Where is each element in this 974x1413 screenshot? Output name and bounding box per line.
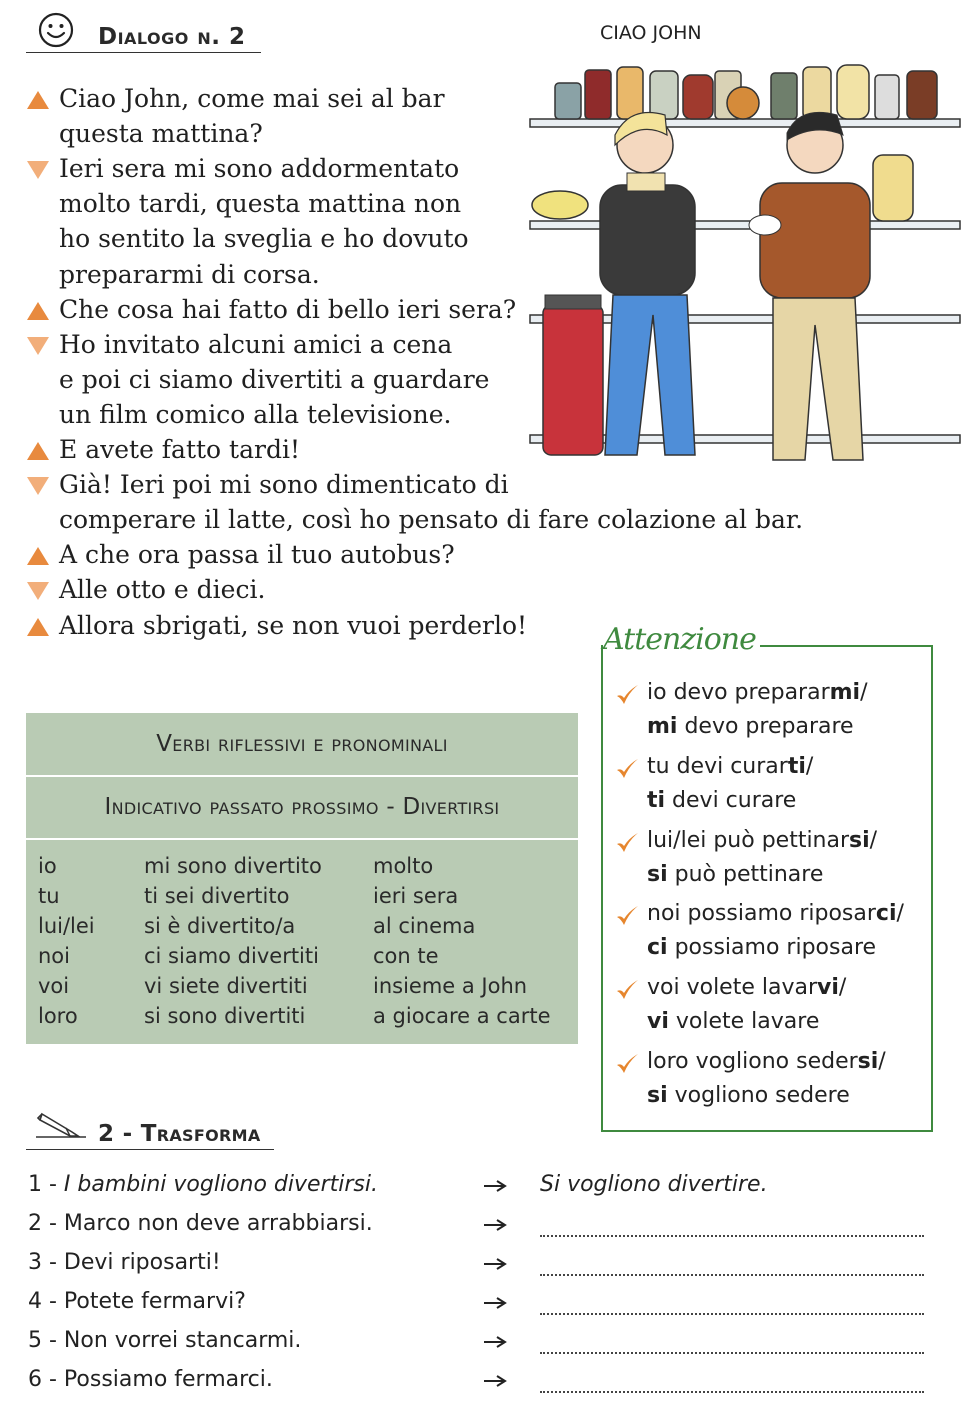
verb-table <box>26 713 578 1044</box>
attenzione-pronoun: mi <box>647 714 678 739</box>
dialogue-line: Alle otto e dieci. <box>59 575 266 605</box>
check-icon <box>615 979 639 1001</box>
exercise-question <box>28 1367 273 1392</box>
attenzione-box-top-border <box>750 645 931 647</box>
verb-complement: con te <box>373 944 439 968</box>
dialogue-line: prepararmi di corsa. <box>59 259 320 289</box>
check-icon <box>615 905 639 927</box>
verb-pronoun: noi <box>38 944 70 968</box>
dialogue-line: Ciao John, come mai sei al bar <box>59 84 445 113</box>
verb-pronoun: io <box>38 854 57 878</box>
answer-blank-line[interactable] <box>540 1274 924 1276</box>
attenzione-pronoun: mi <box>829 680 861 705</box>
exercise-number: 1 - <box>28 1172 64 1197</box>
speaker-a-triangle-icon <box>27 618 49 636</box>
attenzione-text: / <box>878 1049 886 1074</box>
answer-blank-line[interactable] <box>540 1391 924 1393</box>
attenzione-line <box>647 754 813 779</box>
dialogue-line: un film comico alla televisione. <box>59 399 452 429</box>
attenzione-pronoun: si <box>647 861 668 887</box>
attenzione-text: loro vogliono seder <box>647 1049 858 1074</box>
speaker-b-triangle-icon <box>27 582 49 600</box>
attenzione-pronoun: ci <box>875 901 897 927</box>
exercise-text: I bambini vogliono divertirsi. <box>63 1172 378 1197</box>
dialogue-line: Allora sbrigati, se non vuoi perderlo! <box>59 610 528 640</box>
attenzione-text: possiamo riposare <box>667 935 877 961</box>
attenzione-pronoun: ti <box>787 753 806 779</box>
exercise-title: 2 - Trasforma <box>98 1121 261 1147</box>
attenzione-pronoun: si <box>857 1049 879 1074</box>
check-icon <box>615 758 639 780</box>
verb-complement: insieme a John <box>373 974 528 998</box>
verb-form: ci siamo divertiti <box>144 944 319 968</box>
verb-table-title: Verbi riflessivi e pronominali <box>156 731 448 757</box>
dialog-title: Dialogo n. 2 <box>98 24 246 50</box>
attenzione-text: voi volete lavar <box>647 975 818 1001</box>
verb-complement: a giocare a carte <box>373 1004 551 1028</box>
verb-table-subtitle: Indicativo passato prossimo - Divertirsi <box>104 794 500 820</box>
arrow-right-icon <box>483 1219 507 1231</box>
exercise-number: 5 - <box>28 1328 64 1353</box>
attenzione-text: io devo preparar <box>647 680 830 705</box>
pencil-icon <box>36 1108 86 1138</box>
dialogue-line: Ho invitato alcuni amici a cena <box>59 329 453 359</box>
dialogue-line: A che ora passa il tuo autobus? <box>59 540 455 570</box>
verb-form: mi sono divertito <box>144 854 322 878</box>
attenzione-text: / <box>805 753 814 779</box>
attenzione-text: vogliono sedere <box>667 1083 850 1108</box>
exercise-question <box>28 1250 221 1275</box>
attenzione-title: Attenzione <box>603 622 760 657</box>
attenzione-line <box>647 1009 819 1034</box>
exercise-number: 6 - <box>28 1367 64 1392</box>
verb-table-divider <box>26 838 578 840</box>
attenzione-pronoun: ci <box>647 935 668 961</box>
attenzione-pronoun: si <box>849 827 870 853</box>
exercise-underline <box>26 1149 274 1150</box>
attenzione-line <box>647 1049 886 1074</box>
attenzione-line <box>647 828 877 853</box>
attenzione-text: / <box>869 827 878 853</box>
verb-complement: al cinema <box>373 914 476 938</box>
attenzione-text: noi possiamo riposar <box>647 901 876 927</box>
attenzione-line <box>647 714 854 739</box>
verb-table-divider <box>26 775 578 777</box>
verb-pronoun: tu <box>38 884 60 908</box>
smiley-icon <box>38 12 74 48</box>
attenzione-line <box>647 1083 850 1108</box>
verb-complement: molto <box>373 854 434 878</box>
exercise-number: 3 - <box>28 1250 64 1275</box>
attenzione-line <box>647 862 823 887</box>
verb-pronoun: loro <box>38 1004 78 1028</box>
attenzione-pronoun: vi <box>647 1009 669 1035</box>
attenzione-pronoun: si <box>647 1083 668 1108</box>
answer-blank-line[interactable] <box>540 1235 924 1237</box>
speaker-a-triangle-icon <box>27 547 49 565</box>
attenzione-text: / <box>860 680 868 705</box>
attenzione-line <box>647 788 796 813</box>
check-icon <box>615 684 639 706</box>
answer-blank-line[interactable] <box>540 1352 924 1354</box>
exercise-question <box>28 1328 301 1353</box>
arrow-right-icon <box>483 1336 507 1348</box>
verb-form: vi siete divertiti <box>144 974 308 998</box>
attenzione-text: / <box>896 901 904 927</box>
speaker-b-triangle-icon <box>27 161 49 179</box>
dialogue-line: E avete fatto tardi! <box>59 435 301 464</box>
exercise-question <box>28 1172 378 1197</box>
exercise-text: Possiamo fermarci. <box>63 1367 273 1392</box>
attenzione-text: volete lavare <box>668 1009 820 1035</box>
check-icon <box>615 1053 639 1075</box>
exercise-answer: Si vogliono divertire. <box>540 1172 768 1197</box>
speaker-a-triangle-icon <box>27 91 49 109</box>
attenzione-text: lui/lei può pettinar <box>647 827 850 853</box>
arrow-right-icon <box>483 1180 507 1192</box>
attenzione-line <box>647 975 846 1000</box>
dialogue-line: questa mattina? <box>59 119 263 149</box>
arrow-right-icon <box>483 1375 507 1387</box>
answer-blank-line[interactable] <box>540 1313 924 1315</box>
dialogue-line: Ieri sera mi sono addormentato <box>59 154 460 184</box>
exercise-number: 2 - <box>28 1211 64 1236</box>
attenzione-text: può pettinare <box>667 861 824 887</box>
dialogue-line: comperare il latte, così ho pensato di fare colazione al bar. <box>59 505 804 535</box>
exercise-text: Non vorrei stancarmi. <box>63 1328 302 1353</box>
dialogue-line: ho sentito la sveglia e ho dovuto <box>59 224 469 254</box>
arrow-right-icon <box>483 1297 507 1309</box>
dialogue-line: Che cosa hai fatto di bello ieri sera? <box>59 294 517 324</box>
verb-pronoun: voi <box>38 974 70 998</box>
verb-pronoun: lui/lei <box>38 914 95 938</box>
bar-illustration <box>515 15 965 485</box>
attenzione-line <box>647 901 904 926</box>
speaker-a-triangle-icon <box>27 302 49 320</box>
verb-form: si sono divertiti <box>144 1004 306 1028</box>
check-icon <box>615 832 639 854</box>
dialogue-line: Già! Ieri poi mi sono dimenticato di <box>59 470 509 500</box>
ciao-john-sign: CIAO JOHN <box>600 22 702 44</box>
verb-complement: ieri sera <box>373 884 459 908</box>
verb-form: ti sei divertito <box>144 884 290 908</box>
verb-form: si è divertito/a <box>144 914 296 938</box>
attenzione-text: devi curare <box>665 787 797 813</box>
dialogue-line: molto tardi, questa mattina non <box>59 189 462 219</box>
attenzione-text: / <box>838 975 847 1001</box>
exercise-text: Potete fermarvi? <box>63 1289 246 1314</box>
arrow-right-icon <box>483 1258 507 1270</box>
exercise-question <box>28 1289 246 1314</box>
header-underline <box>26 52 261 53</box>
dialogue-line: e poi ci siamo divertiti a guardare <box>59 364 490 394</box>
speaker-a-triangle-icon <box>27 442 49 460</box>
exercise-number: 4 - <box>28 1289 64 1314</box>
speaker-b-triangle-icon <box>27 337 49 355</box>
attenzione-pronoun: ti <box>647 787 666 813</box>
attenzione-text: devo preparare <box>677 714 854 739</box>
speaker-b-triangle-icon <box>27 477 49 495</box>
attenzione-pronoun: vi <box>817 975 839 1001</box>
exercise-question <box>28 1211 373 1236</box>
exercise-text: Devi riposarti! <box>63 1250 221 1275</box>
attenzione-line <box>647 680 868 705</box>
attenzione-line <box>647 935 876 960</box>
attenzione-text: tu devi curar <box>647 753 788 779</box>
exercise-text: Marco non deve arrabbiarsi. <box>63 1211 373 1236</box>
